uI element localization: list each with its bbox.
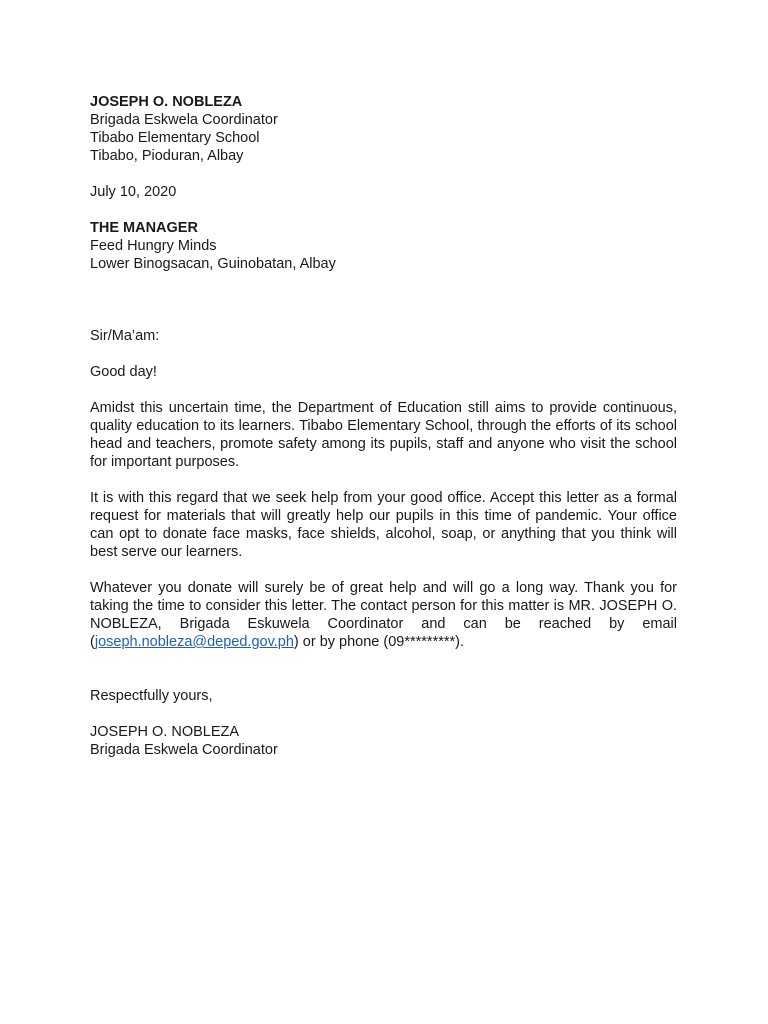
paragraph-3-phone-text: ) or by phone (09*********). <box>293 634 464 650</box>
spacer <box>90 165 677 183</box>
email-link[interactable]: joseph.nobleza@deped.gov.ph <box>94 634 294 650</box>
body-paragraph-2: It is with this regard that we seek help from your good office. Accept this letter as a formal request for materials that will greatly help our pupils in this time of pandemic. Your office can opt to donate face masks, face shields, alcohol, soap, or anything that you think will best serve our learners. <box>90 490 677 560</box>
spacer <box>90 705 677 723</box>
letter-date: July 10, 2020 <box>90 184 177 200</box>
sender-address: Tibabo, Pioduran, Albay <box>90 148 244 164</box>
letter-page <box>90 93 677 759</box>
greeting: Good day! <box>90 364 157 380</box>
recipient-name: THE MANAGER <box>90 220 198 236</box>
signature-block <box>90 723 677 759</box>
sender-position: Brigada Eskwela Coordinator <box>90 112 278 128</box>
spacer <box>90 561 677 579</box>
spacer <box>90 651 677 687</box>
signature-position: Brigada Eskwela Coordinator <box>90 742 278 758</box>
sender-name: JOSEPH O. NOBLEZA <box>90 94 243 110</box>
spacer <box>90 273 677 327</box>
paragraph-3-text: Whatever you donate will surely be of great help and will go a long way. Thank you for taking the time to consider this letter. The contact person for this matter is MR. JOSEPH O. NOBLEZA, Brigada Eskuwela Coordinator and can be reached by email ( <box>90 580 677 650</box>
spacer <box>90 471 677 489</box>
signature-name: JOSEPH O. NOBLEZA <box>90 724 240 740</box>
salutation: Sir/Ma’am: <box>90 328 160 344</box>
closing: Respectfully yours, <box>90 688 213 704</box>
sender-block <box>90 93 677 165</box>
recipient-block <box>90 219 677 273</box>
recipient-organization: Feed Hungry Minds <box>90 238 217 254</box>
spacer <box>90 381 677 399</box>
body-paragraph-1: Amidst this uncertain time, the Department of Education still aims to provide continuous, quality education to its learners. Tibabo Elementary School, through the efforts of its school head and teachers, promote safety among its pupils, staff and anyone who visit the school for important purposes. <box>90 400 677 470</box>
body-paragraph-3 <box>90 579 677 651</box>
sender-school: Tibabo Elementary School <box>90 130 260 146</box>
recipient-address: Lower Binogsacan, Guinobatan, Albay <box>90 256 336 272</box>
spacer <box>90 201 677 219</box>
spacer <box>90 345 677 363</box>
